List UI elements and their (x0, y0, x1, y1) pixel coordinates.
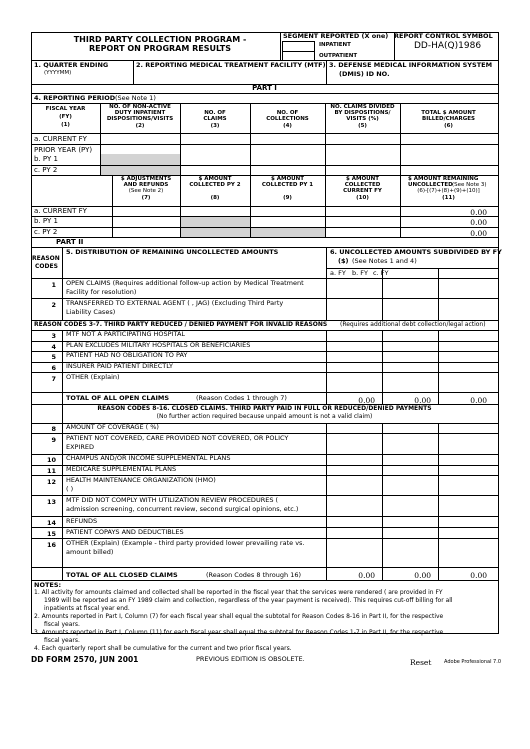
quarter-ending-label: 1. QUARTER ENDING (34, 61, 109, 69)
adobe-label: Adobe Professional 7.0 (444, 659, 501, 665)
dmis-label-1: 3. DEFENSE MEDICAL INFORMATION SYSTEM (329, 61, 493, 69)
form-number: DD FORM 2570, JUN 2001 (31, 655, 139, 664)
reason-12-desc: HEALTH MAINTENANCE ORGANIZATION (HMO) ( ) (66, 476, 216, 493)
open-total-fy-c[interactable]: 0.00 (470, 396, 487, 405)
segment-label: SEGMENT REPORTED (X one) (283, 32, 389, 40)
distribution-title: 5. DISTRIBUTION OF REMAINING UNCOLLECTED AMOUNTS (66, 248, 279, 256)
closed-total-note: (Reason Codes 8 through 16) (206, 571, 301, 579)
part1-title: PART I (252, 84, 277, 92)
reason-4-desc: PLAN EXCLUDES MILITARY HOSPITALS OR BENEFICIARIES (66, 341, 251, 349)
fy-col-b: b. FY (352, 269, 368, 277)
open-total-label: TOTAL OF ALL OPEN CLAIMS (66, 394, 170, 402)
reason-codes-label-2: CODES (35, 263, 58, 270)
reason-1-desc: OPEN CLAIMS (Requires additional follow-up action by Medical Treatment Facility for resolution) (66, 279, 304, 296)
reason-9-desc: PATIENT NOT COVERED, CARE PROVIDED NOT COVERED, OR POLICY EXPIRED (66, 434, 289, 451)
uncollected-title: 6. UNCOLLECTED AMOUNTS SUBDIVIDED BY FY (330, 248, 502, 256)
reason-6-desc: INSURER PAID PATIENT DIRECTLY (66, 362, 173, 370)
open-total-fy-a[interactable]: 0.00 (358, 396, 375, 405)
note-2-line-1: 2. Amounts reported in Part I, Column (7) for each fiscal year shall equal the subtotal for Reason Codes 8-16 in Part II, for the respective (34, 613, 444, 620)
open-total-note: (Reason Codes 1 through 7) (196, 394, 287, 402)
col11-py1[interactable]: 0.00 (470, 218, 487, 227)
reset-button[interactable]: Reset (410, 658, 432, 667)
col11-py2[interactable]: 0.00 (470, 229, 487, 238)
row2-py2: c. PY 2 (34, 228, 58, 236)
reason-3-7-title: REASON CODES 3-7. THIRD PARTY REDUCED / DENIED PAYMENT FOR INVALID REASONS (34, 321, 328, 328)
row-py2: c. PY 2 (34, 166, 58, 174)
col11-current-fy[interactable]: 0.00 (470, 208, 487, 217)
note-1-line-2: 1989 will be reported as an FY 1989 claim and collection, regardless of the year payment is received). This requires cut-off billing for all (44, 597, 453, 604)
reason-8-desc: AMOUNT OF COVERAGE ( %) (66, 423, 159, 431)
reason-3-desc: MTF NOT A PARTICIPATING HOSPITAL (66, 330, 186, 338)
row-current-fy: a. CURRENT FY (34, 135, 87, 143)
reason-2-desc: TRANSFERRED TO EXTERNAL AGENT ( , JAG) (Excluding Third Party Liability Cases) (66, 299, 284, 316)
closed-total-label: TOTAL OF ALL CLOSED CLAIMS (66, 571, 178, 579)
open-total-fy-b[interactable]: 0.00 (414, 396, 431, 405)
dmis-label-2: (DMIS) ID NO. (339, 70, 390, 78)
report-control-value: DD-HA(Q)1986 (414, 41, 482, 51)
previous-edition: PREVIOUS EDITION IS OBSOLETE. (196, 655, 305, 663)
reason-3-7-note: (Requires additional debt collection/legal action) (340, 321, 486, 328)
fy-col-c: c. FY (373, 269, 389, 277)
form-page: THIRD PARTY COLLECTION PROGRAM - REPORT ON PROGRAM RESULTS SEGMENT REPORTED (X one) REPORT CONTROL SYMBOL INPATIENT OUTPATIENT DD-HA(Q)1986 1. QUARTER ENDING (YYYYMM) 2. REPORTING MEDICAL TREATMENT FACILITY (MTF) 3. DEFENSE MEDICAL INFORMATION SYSTEM (DMIS) ID NO. PART I 4. REPORTING PERIOD (See Note 1) FISCAL YEAR (FY) (1) NO. OF NON-ACTIVE DUTY INPATIENT DISPOSITIONS/VISITS (2) NO. OF CLAIMS (3) NO. OF COLLECTIONS (4) NO. CLAIMS DIVIDED BY DISPOSITIONS/ VISITS (%) (5) TOTAL $ AMOUNT BILLED/CHARGES (6) a. CURRENT FY PRIOR YEAR (PY) b. PY 1 c. PY 2 $ ADJUSTMENTS AND REFUNDS (See Note 2) (7) $ AMOUNT COLLECTED PY 2 (8) $ AMOUNT COLLECTED PY 1 (9) $ AMOUNT COLLECTED CURRENT FY (10) $ AMOUNT REMAINING UNCOLLECTED (See Note 3) (6)-[(7)+(8)+(9)+(10)] (11) a. CURRENT FY 0.00 b. PY 1 0.00 c. PY 2 0.00 PART II REASON CODES 5. DISTRIBUTION OF REMAINING UNCOLLECTED AMOUNTS 6. UNCOLLECTED AMOUNTS SUBDIVIDED BY FY ($) (See Notes 1 and 4) a. FY b. FY c. FY 1 OPEN CLAIMS (Requires additional follow-up action by Medical Treatment Facility for resolution) 2 TRANSFERRED TO EXTERNAL AGENT ( , JAG) (Excluding Third Party Liability Cases) REASON CODES 3-7. THIRD PARTY REDUCED / DENIED PAYMENT FOR INVALID REASONS (Requires additional debt collection/legal action) 3 MTF NOT A PARTICIPATING HOSPITAL 4 PLAN EXCLUDES MILITARY HOSPITALS OR BENEFICIARIES 5 PATIENT HAD NO OBLIGATION TO PAY 6 INSURER PAID PATIENT DIRECTLY 7 OTHER (Explain) TOTAL OF ALL OPEN CLAIMS (Reason Codes 1 through 7) 0.00 0.00 0.00 REASON CODES 8-16. CLOSED CLAIMS. THIRD PARTY PAID IN FULL OR REDUCED/DENIED PAYMENTS (No further action required because unpaid amount is not a valid claim) 8 AMOUNT OF COVERAGE ( %) 9 PATIENT NOT COVERED, CARE PROVIDED NOT COVERED, OR POLICY EXPIRED 10 CHAMPUS AND/OR INCOME SUPPLEMENTAL PLANS 11 MEDICARE SUPPLEMENTAL PLANS 12 HEALTH MAINTENANCE ORGANIZATION (HMO) ( ) 13 MTF DID NOT COMPLY WITH UTILIZATION REVIEW PROCEDURES ( admission screening, concurrent review, second surgical opinions, etc.) 14 REFUNDS 15 PATIENT COPAYS AND DEDUCTIBLES 16 OTHER (Explain) (Example - third party provided lower prevailing rate vs. amount billed) TOTAL OF ALL CLOSED CLAIMS (Reason Codes 8 through 16) 0.00 0.00 0.00 NOTES: 1. All activity for amounts claimed and collected shall be reported in the fiscal year that the services were rendered ( are provided in FY 1989 will be reported as an FY 1989 claim and collection, regardless of the year payment is received). This requires cut-off billing for all inpatients at fiscal year end. 2. Amounts reported in Part I, Column (7) for each fiscal year shall equal the subtotal for Reason Codes 8-16 in Part II, for the respective fiscal years. 3. Amounts reported in Part I, Column (11) for each fiscal year shall equal the subtotal for Reason Codes 1-7 in Part II, for the respective fiscal years. 4. Each quarterly report shall be cumulative for the current and two prior fiscal years. DD FORM 2570, JUN 2001 PREVIOUS EDITION IS OBSOLETE. Reset Adobe Professional 7.0 (31, 32, 502, 667)
row2-py1: b. PY 1 (34, 217, 58, 225)
uncollected-sub: ($) (338, 257, 349, 265)
reporting-period-note: (See Note 1) (115, 94, 156, 102)
reason-codes-label-1: REASON (32, 255, 60, 262)
quarter-format: (YYYYMM) (44, 70, 72, 76)
report-control-label: REPORT CONTROL SYMBOL (394, 32, 493, 40)
closed-total-fy-c[interactable]: 0.00 (470, 571, 487, 580)
fy-col-a: a. FY (330, 269, 346, 277)
reason-11-desc: MEDICARE SUPPLEMENTAL PLANS (66, 465, 177, 473)
note-2-line-2: fiscal years. (44, 621, 80, 628)
outpatient-label: OUTPATIENT (319, 53, 358, 59)
row-prior-year: PRIOR YEAR (PY) (34, 146, 93, 154)
form-title: THIRD PARTY COLLECTION PROGRAM - (73, 35, 247, 44)
reason-8-16-sub: (No further action required because unpaid amount is not a valid claim) (156, 413, 373, 420)
reason-14-desc: REFUNDS (66, 517, 98, 525)
note-3-line-1: 3. Amounts reported in Part I, Column (11) for each fiscal year shall equal the subtotal for Reason Codes 1-7 in Part II, for the respective (34, 629, 444, 636)
row2-current-fy: a. CURRENT FY (34, 207, 87, 215)
reason-8-16-title: REASON CODES 8-16. CLOSED CLAIMS. THIRD PARTY PAID IN FULL OR REDUCED/DENIED PAYMENTS (97, 405, 432, 412)
reason-15-desc: PATIENT COPAYS AND DEDUCTIBLES (66, 528, 184, 536)
note-4: 4. Each quarterly report shall be cumulative for the current and two prior fiscal years. (34, 645, 292, 652)
reason-13-desc: MTF DID NOT COMPLY WITH UTILIZATION REVIEW PROCEDURES ( admission screening, concurrent review, second surgical opinions, etc.) (66, 496, 299, 513)
reason-5-desc: PATIENT HAD NO OBLIGATION TO PAY (66, 351, 188, 359)
closed-total-fy-a[interactable]: 0.00 (358, 571, 375, 580)
uncollected-note: (See Notes 1 and 4) (352, 257, 417, 265)
reason-10-desc: CHAMPUS AND/OR INCOME SUPPLEMENTAL PLANS (66, 454, 231, 462)
notes-title: NOTES: (34, 581, 62, 589)
note-1-line-3: inpatients at fiscal year end. (44, 605, 130, 612)
inpatient-label: INPATIENT (319, 42, 351, 48)
note-3-line-2: fiscal years. (44, 637, 80, 644)
row-py1: b. PY 1 (34, 155, 58, 163)
reporting-period-label: 4. REPORTING PERIOD (34, 94, 116, 102)
reason-16-desc: OTHER (Explain) (Example - third party provided lower prevailing rate vs. amount billed) (66, 539, 305, 556)
form-subtitle: REPORT ON PROGRAM RESULTS (89, 44, 231, 53)
closed-total-fy-b[interactable]: 0.00 (414, 571, 431, 580)
note-1-line-1: 1. All activity for amounts claimed and collected shall be reported in the fiscal year that the services were rendered ( are provided in FY (34, 589, 443, 596)
shaded-cell (250, 227, 325, 237)
part2-title: PART II (56, 238, 84, 246)
reason-7-desc: OTHER (Explain) (66, 373, 120, 381)
mtf-label: 2. REPORTING MEDICAL TREATMENT FACILITY (MTF) (136, 61, 326, 69)
